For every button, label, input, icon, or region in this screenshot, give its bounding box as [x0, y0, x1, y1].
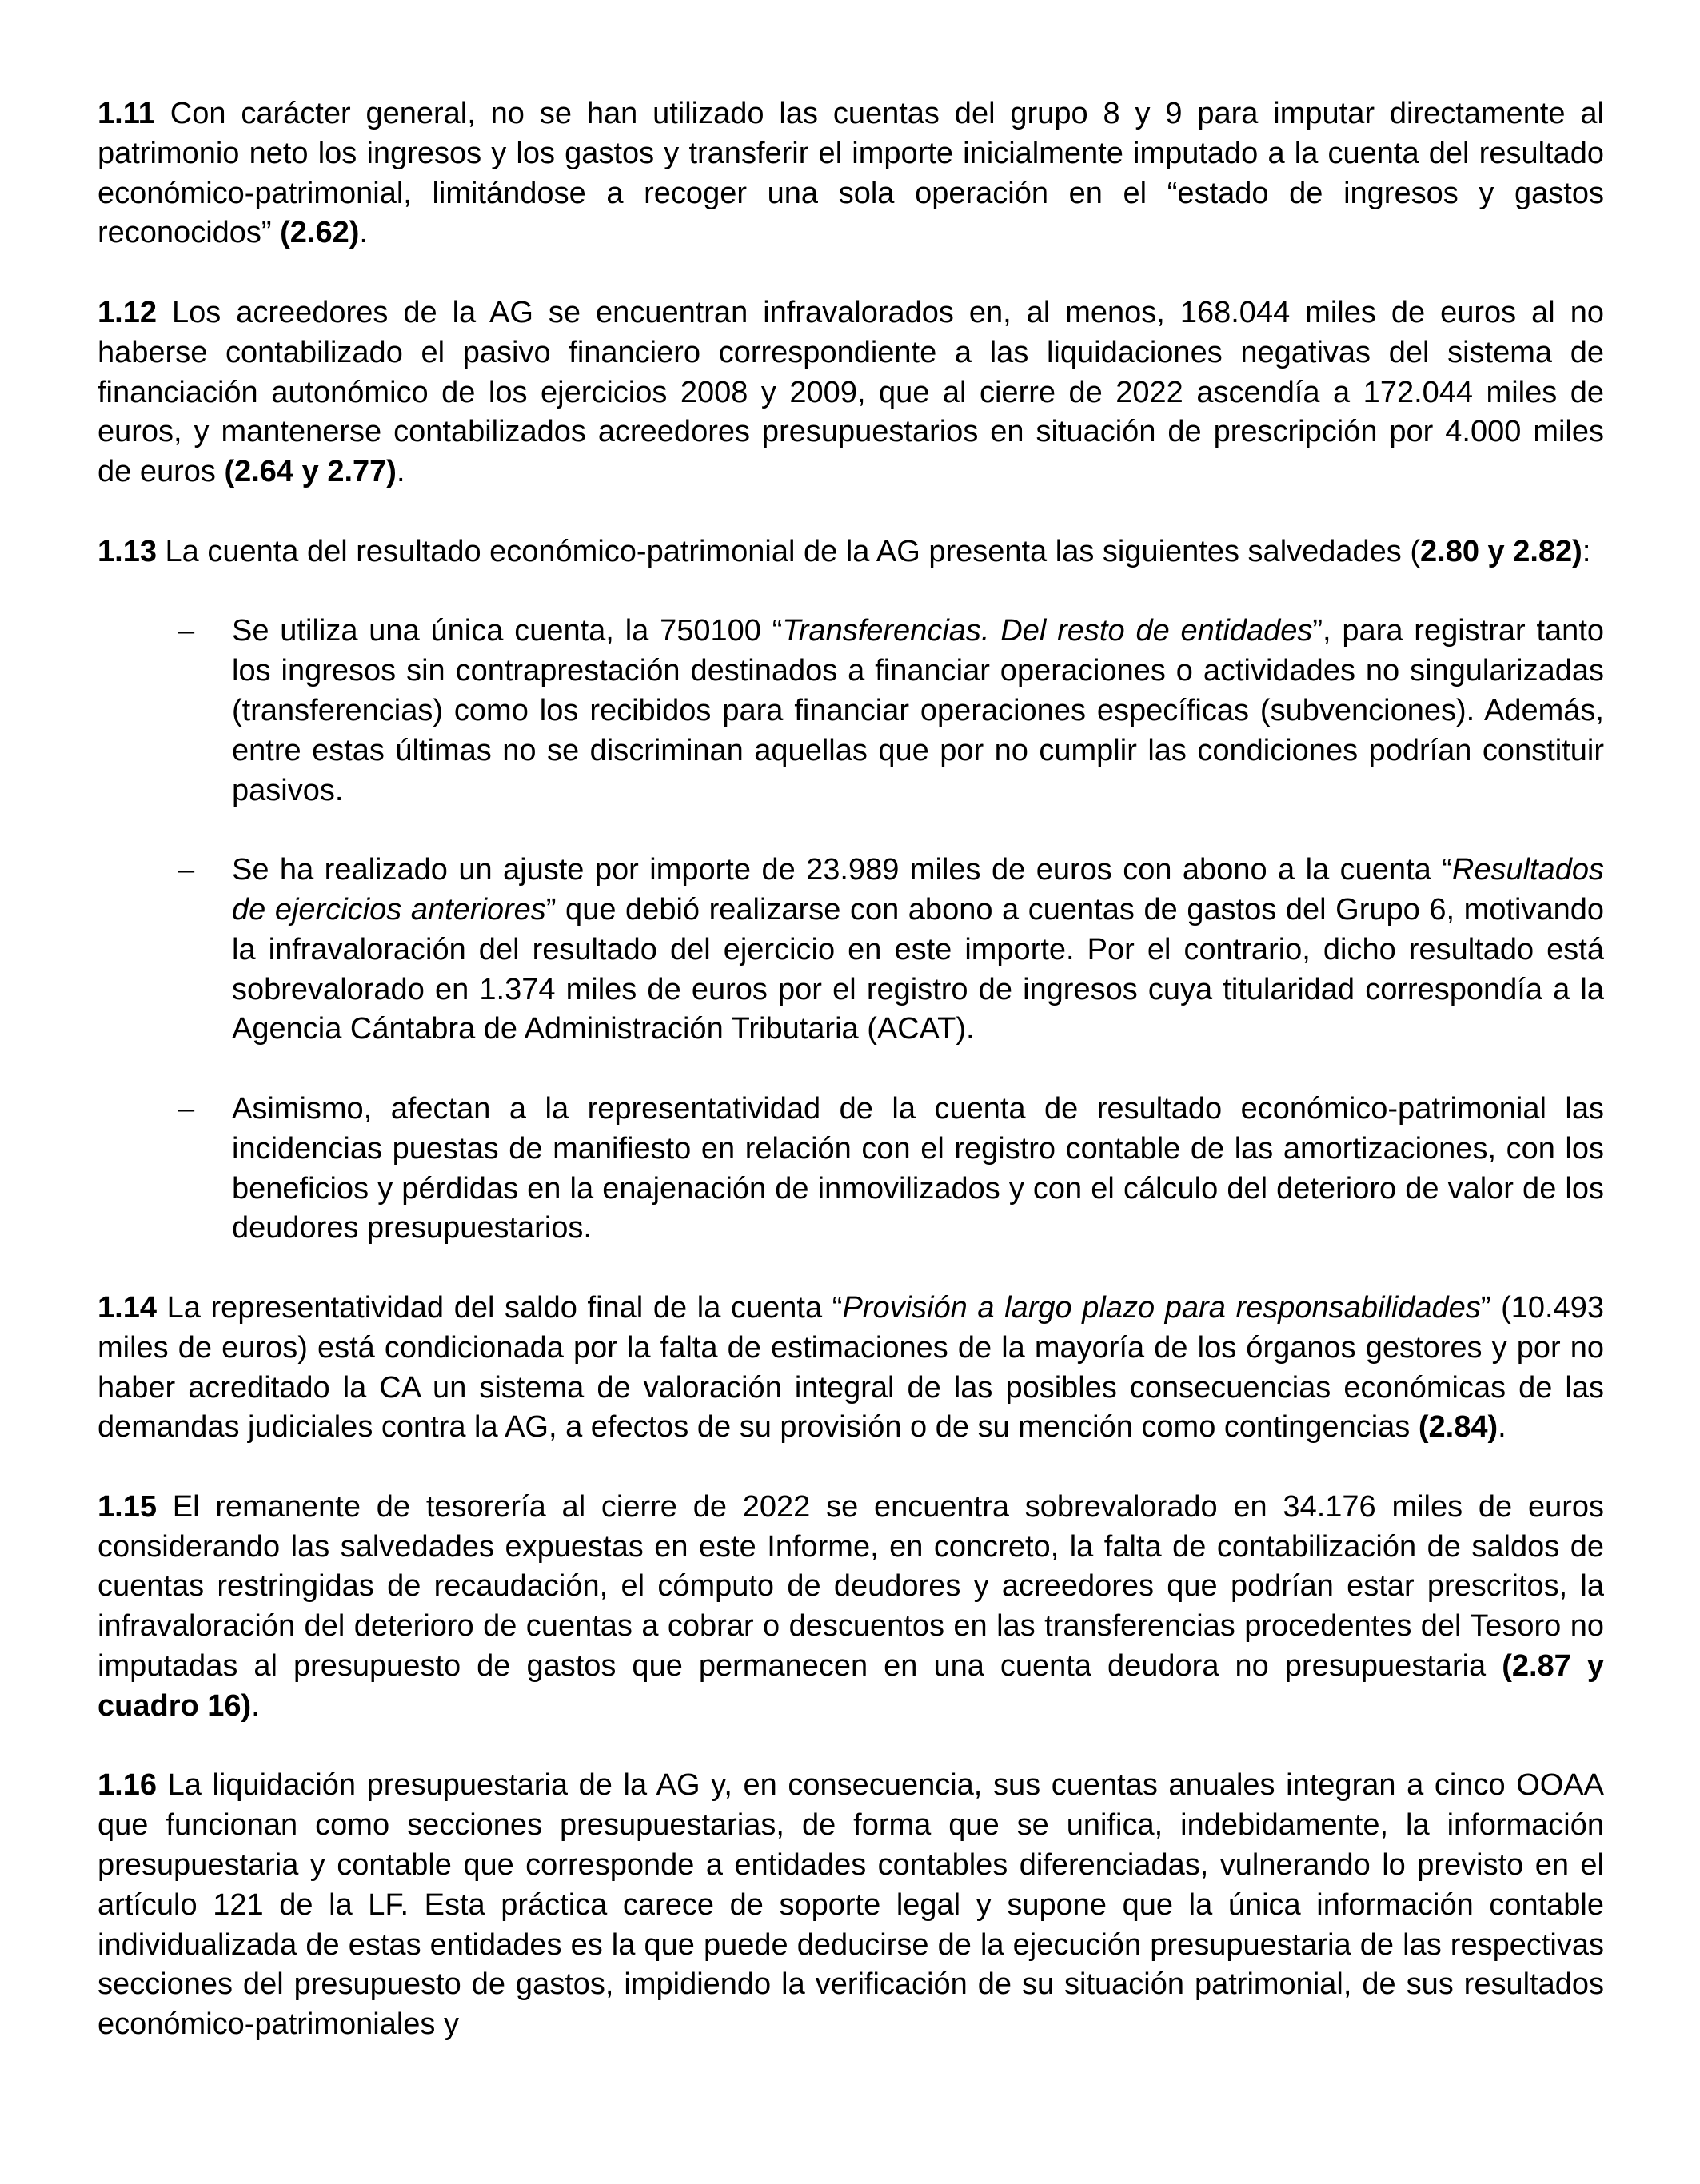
bold-reference: 1.12 [98, 295, 157, 329]
bold-reference: 1.13 [98, 534, 157, 568]
dash-bullet-icon: – [178, 853, 195, 887]
dash-bullet-icon: – [178, 1091, 195, 1126]
text-run: : [1582, 534, 1591, 568]
text-run: La liquidación presupuestaria de la AG y, en consecuencia, sus cuentas anuales integran a cinco OOAA que funcionan como secciones presupuestarias, de forma que se unifica, indebidamente, la información presupuestaria y contable que corresponde a entidades contables diferenciadas, vulnerando lo previsto en el artículo 121 de la LF. Esta práctica carece de soporte legal y supone que la única información contable individualizada de estas entidades es la que puede deducirse de la ejecución presupuestaria de las respectivas secciones del presupuesto de gastos, impidiendo la verificación de su situación patrimonial, de sus resultados económico-patrimoniales y [98, 1768, 1604, 2042]
text-run: ” (10.493 miles de euros) está condicionada por la falta de estimaciones de la mayoría de los órganos gestores y por no haber acreditado la CA un sistema de valoración integral de las posibles consecuencias económicas de las demandas judiciales contra la AG, a efectos de su provisión o de su mención como contingencias [98, 1290, 1604, 1445]
dash-bullet-icon: – [178, 614, 195, 648]
paragraph-1-14 [98, 1289, 1604, 1448]
bullet-item [98, 851, 1604, 1050]
text-run: . [251, 1688, 260, 1723]
paragraph-1-13 [98, 532, 1604, 572]
text-run: ” que debió realizarse con abono a cuentas de gastos del Grupo 6, motivando la infravaloración del resultado del ejercicio en este importe. Por el contrario, dicho resultado está sobrevalorado en 1.374 miles de euros por el registro de ingresos cuya titularidad correspondía a la Agencia Cántabra de Administración Tributaria (ACAT). [232, 892, 1604, 1046]
bullet-item [98, 1090, 1604, 1249]
italic-term: Provisión a largo plazo para responsabilidades [842, 1290, 1481, 1325]
italic-term: Transferencias. Del resto de entidades [782, 614, 1313, 648]
text-run: El remanente de tesorería al cierre de 2022 se encuentra sobrevalorado en 34.176 miles de euros considerando las salvedades expuestas en este Informe, en concreto, la falta de contabilización de saldos de cuentas restringidas de recaudación, el cómputo de deudores y acreedores que podrían estar prescritos, la infravaloración del deterioro de cuentas a cobrar o descuentos en las transferencias procedentes del Tesoro no imputadas al presupuesto de gastos que permanecen en una cuenta deudora no presupuestaria [98, 1489, 1604, 1684]
text-run: . [396, 455, 405, 489]
text-run: Se ha realizado un ajuste por importe de 23.989 miles de euros con abono a la cuenta “ [232, 853, 1452, 887]
bold-reference: 2.80 y 2.82) [1420, 534, 1582, 568]
bullet-list [98, 612, 1604, 1249]
bold-reference: 1.14 [98, 1290, 157, 1325]
text-run: Con carácter general, no se han utilizado las cuentas del grupo 8 y 9 para imputar directamente al patrimonio neto los ingresos y los gastos y transferir el importe inicialmente imputado a la cuenta del resultado económico-patrimonial, limitándose a recoger una sola operación en el “estado de ingresos y gastos reconocidos” [98, 97, 1604, 250]
text-run: . [1498, 1410, 1506, 1445]
bold-reference: (2.64 y 2.77) [224, 455, 397, 489]
bold-reference: 1.15 [98, 1489, 157, 1524]
text-run: Asimismo, afectan a la representatividad de la cuenta de resultado económico-patrimonial las incidencias puestas de manifiesto en relación con el registro contable de las amortizaciones, con los beneficios y pérdidas en la enajenación de inmovilizados y con el cálculo del deterioro de valor de los deudores presupuestarios. [232, 1091, 1604, 1245]
text-run: . [359, 216, 368, 250]
text-run: Se utiliza una única cuenta, la 750100 “ [232, 614, 783, 648]
bold-reference: 1.11 [98, 97, 155, 130]
bold-reference: 1.16 [98, 1768, 157, 1803]
paragraph-1-11 [98, 94, 1604, 253]
paragraph-1-15 [98, 1488, 1604, 1727]
text-run: La representatividad del saldo final de la cuenta “ [156, 1290, 843, 1325]
italic-term: Resultados de ejercicios anteriores [232, 853, 1604, 927]
bold-reference: (2.84) [1418, 1410, 1498, 1445]
bold-reference: (2.62) [280, 216, 360, 250]
text-run: ”, para registrar tanto los ingresos sin contraprestación destinados a financiar operaciones o actividades no singularizadas (transferencias) como los recibidos para financiar operaciones específicas (subvenciones). Además, entre estas últimas no se discriminan aquellas que por no cumplir las condiciones podrían constituir pasivos. [232, 614, 1605, 807]
paragraph-1-12 [98, 293, 1604, 492]
text-run: Los acreedores de la AG se encuentran infravalorados en, al menos, 168.044 miles de euros al no haberse contabilizado el pasivo financiero correspondiente a las liquidaciones negativas del sistema de financiación autonómico de los ejercicios 2008 y 2009, que al cierre de 2022 ascendía a 172.044 miles de euros, y mantenerse contabilizados acreedores presupuestarios en situación de prescripción por 4.000 miles de euros [98, 295, 1604, 489]
paragraph-1-16 [98, 1766, 1604, 2045]
bold-reference: (2.87 y cuadro 16) [98, 1649, 1604, 1723]
text-run: La cuenta del resultado económico-patrimonial de la AG presenta las siguientes salvedades ( [156, 534, 1421, 568]
bullet-item [98, 612, 1604, 811]
